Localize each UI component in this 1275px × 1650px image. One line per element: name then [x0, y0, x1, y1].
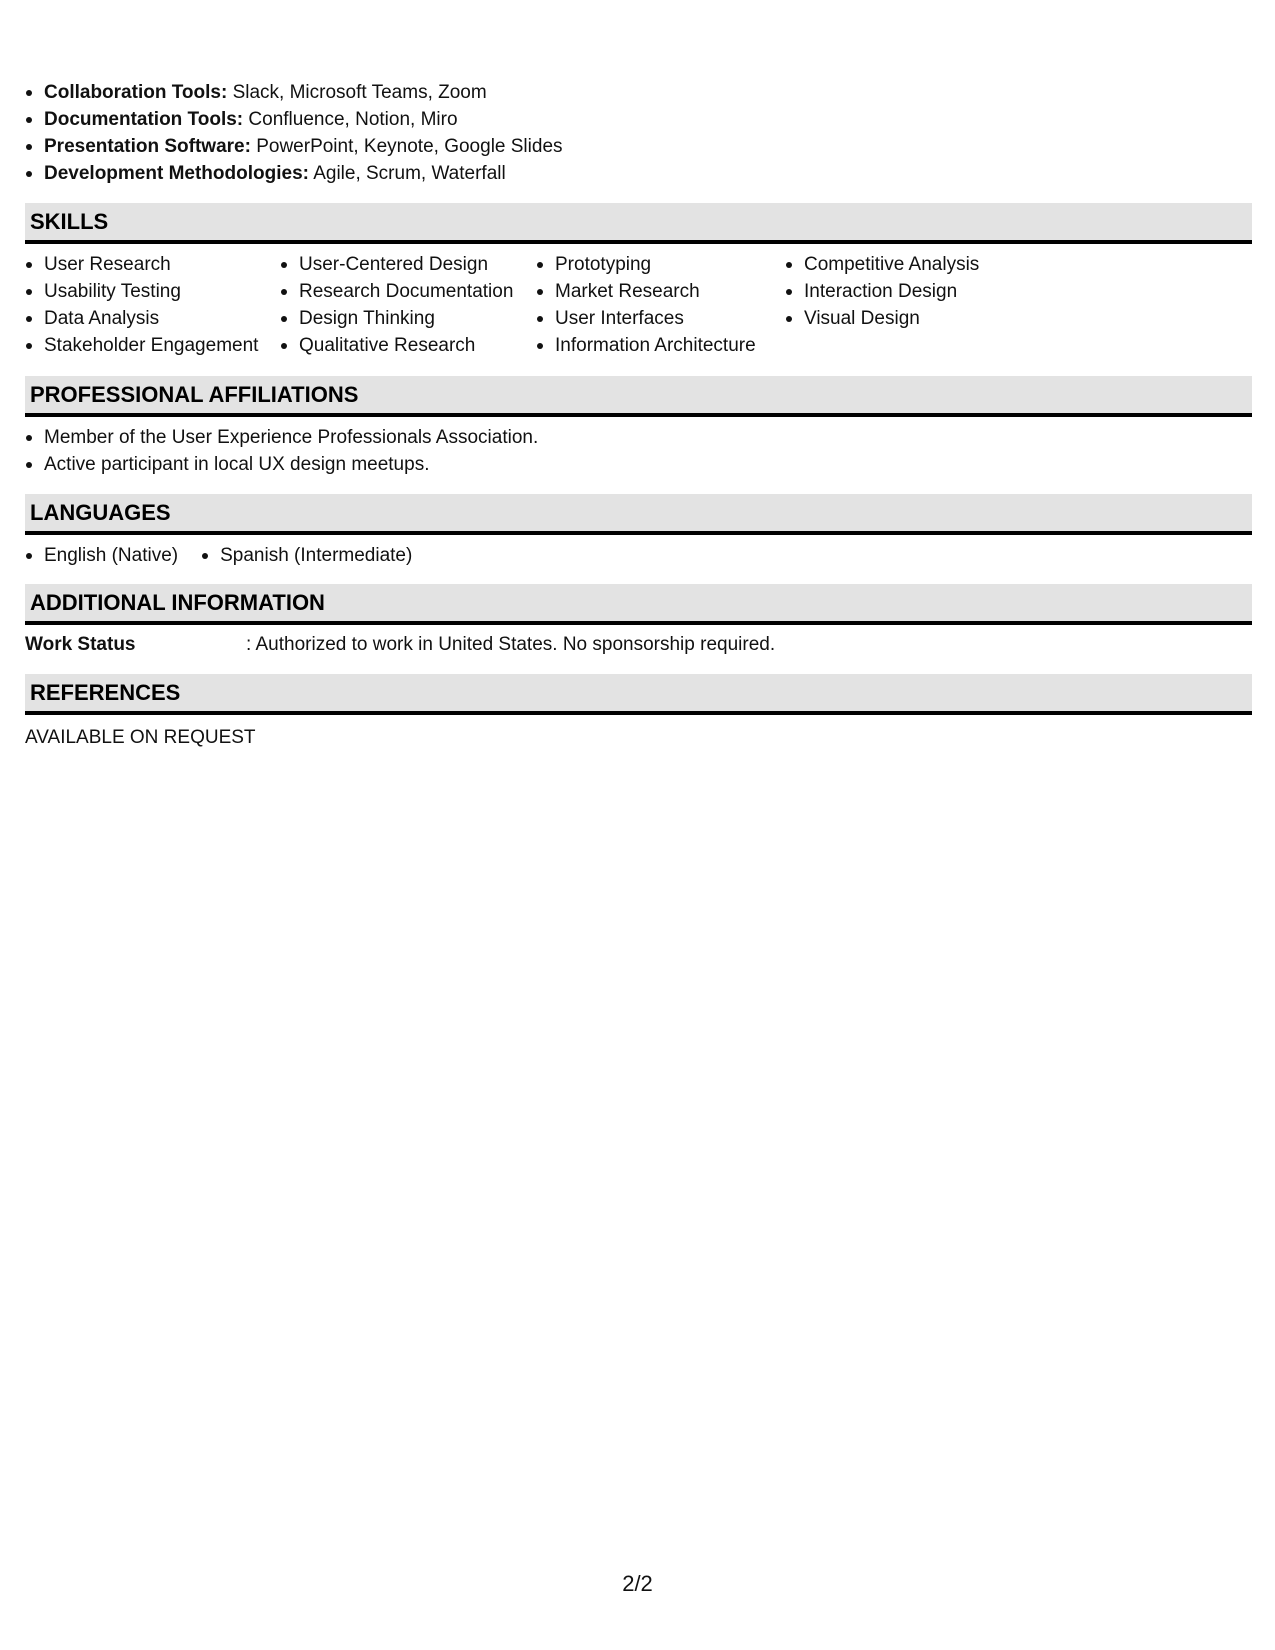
skill-item: Information Architecture: [536, 332, 785, 359]
list-item: [25, 160, 1252, 187]
skills-column: [536, 251, 785, 359]
skill-item: Research Documentation: [280, 278, 536, 305]
skill-item: Qualitative Research: [280, 332, 536, 359]
tools-list: [25, 79, 1252, 187]
skill-item: Interaction Design: [785, 278, 1085, 305]
skill-item: User Research: [25, 251, 280, 278]
resume-page: [25, 79, 1252, 751]
skill-item: Competitive Analysis: [785, 251, 1085, 278]
skills-column: [785, 251, 1085, 359]
tool-label: Presentation Software:: [44, 136, 251, 157]
tool-value: Slack, Microsoft Teams, Zoom: [227, 82, 487, 103]
skill-item: User-Centered Design: [280, 251, 536, 278]
work-status-label: Work Status: [25, 634, 136, 655]
skills-heading: SKILLS: [25, 203, 1252, 244]
affiliations-list: [25, 424, 1252, 478]
work-status-value: : Authorized to work in United States. No sponsorship required.: [246, 634, 776, 655]
additional-info-heading: ADDITIONAL INFORMATION: [25, 584, 1252, 625]
skills-column: [25, 251, 280, 359]
list-item: [25, 133, 1252, 160]
skill-item: Usability Testing: [25, 278, 280, 305]
skills-column: [280, 251, 536, 359]
tool-label: Collaboration Tools:: [44, 82, 228, 103]
references-text: AVAILABLE ON REQUEST: [25, 727, 256, 748]
affiliations-heading: PROFESSIONAL AFFILIATIONS: [25, 376, 1252, 417]
skill-item: Design Thinking: [280, 305, 536, 332]
skill-item: Visual Design: [785, 305, 1085, 332]
list-item: [25, 79, 1252, 106]
tool-value: PowerPoint, Keynote, Google Slides: [250, 136, 563, 157]
work-status-row: [25, 631, 1252, 658]
tool-label: Development Methodologies:: [44, 163, 309, 184]
languages-list: [25, 542, 1252, 569]
affiliation-item: Member of the User Experience Professionals Association.: [25, 424, 1252, 451]
list-item: [25, 106, 1252, 133]
affiliation-item: Active participant in local UX design meetups.: [25, 451, 1252, 478]
skill-item: User Interfaces: [536, 305, 785, 332]
tool-label: Documentation Tools:: [44, 109, 244, 130]
skill-item: Prototyping: [536, 251, 785, 278]
references-heading: REFERENCES: [25, 674, 1252, 715]
skill-item: Data Analysis: [25, 305, 280, 332]
page-number: 2/2: [622, 1571, 653, 1596]
skill-item: Market Research: [536, 278, 785, 305]
skill-item: Stakeholder Engagement: [25, 332, 280, 359]
tool-value: Agile, Scrum, Waterfall: [308, 163, 506, 184]
tool-value: Confluence, Notion, Miro: [243, 109, 458, 130]
skills-grid: [25, 251, 1252, 359]
language-item: English (Native): [25, 542, 178, 569]
language-item: Spanish (Intermediate): [201, 542, 412, 569]
languages-heading: LANGUAGES: [25, 494, 1252, 535]
